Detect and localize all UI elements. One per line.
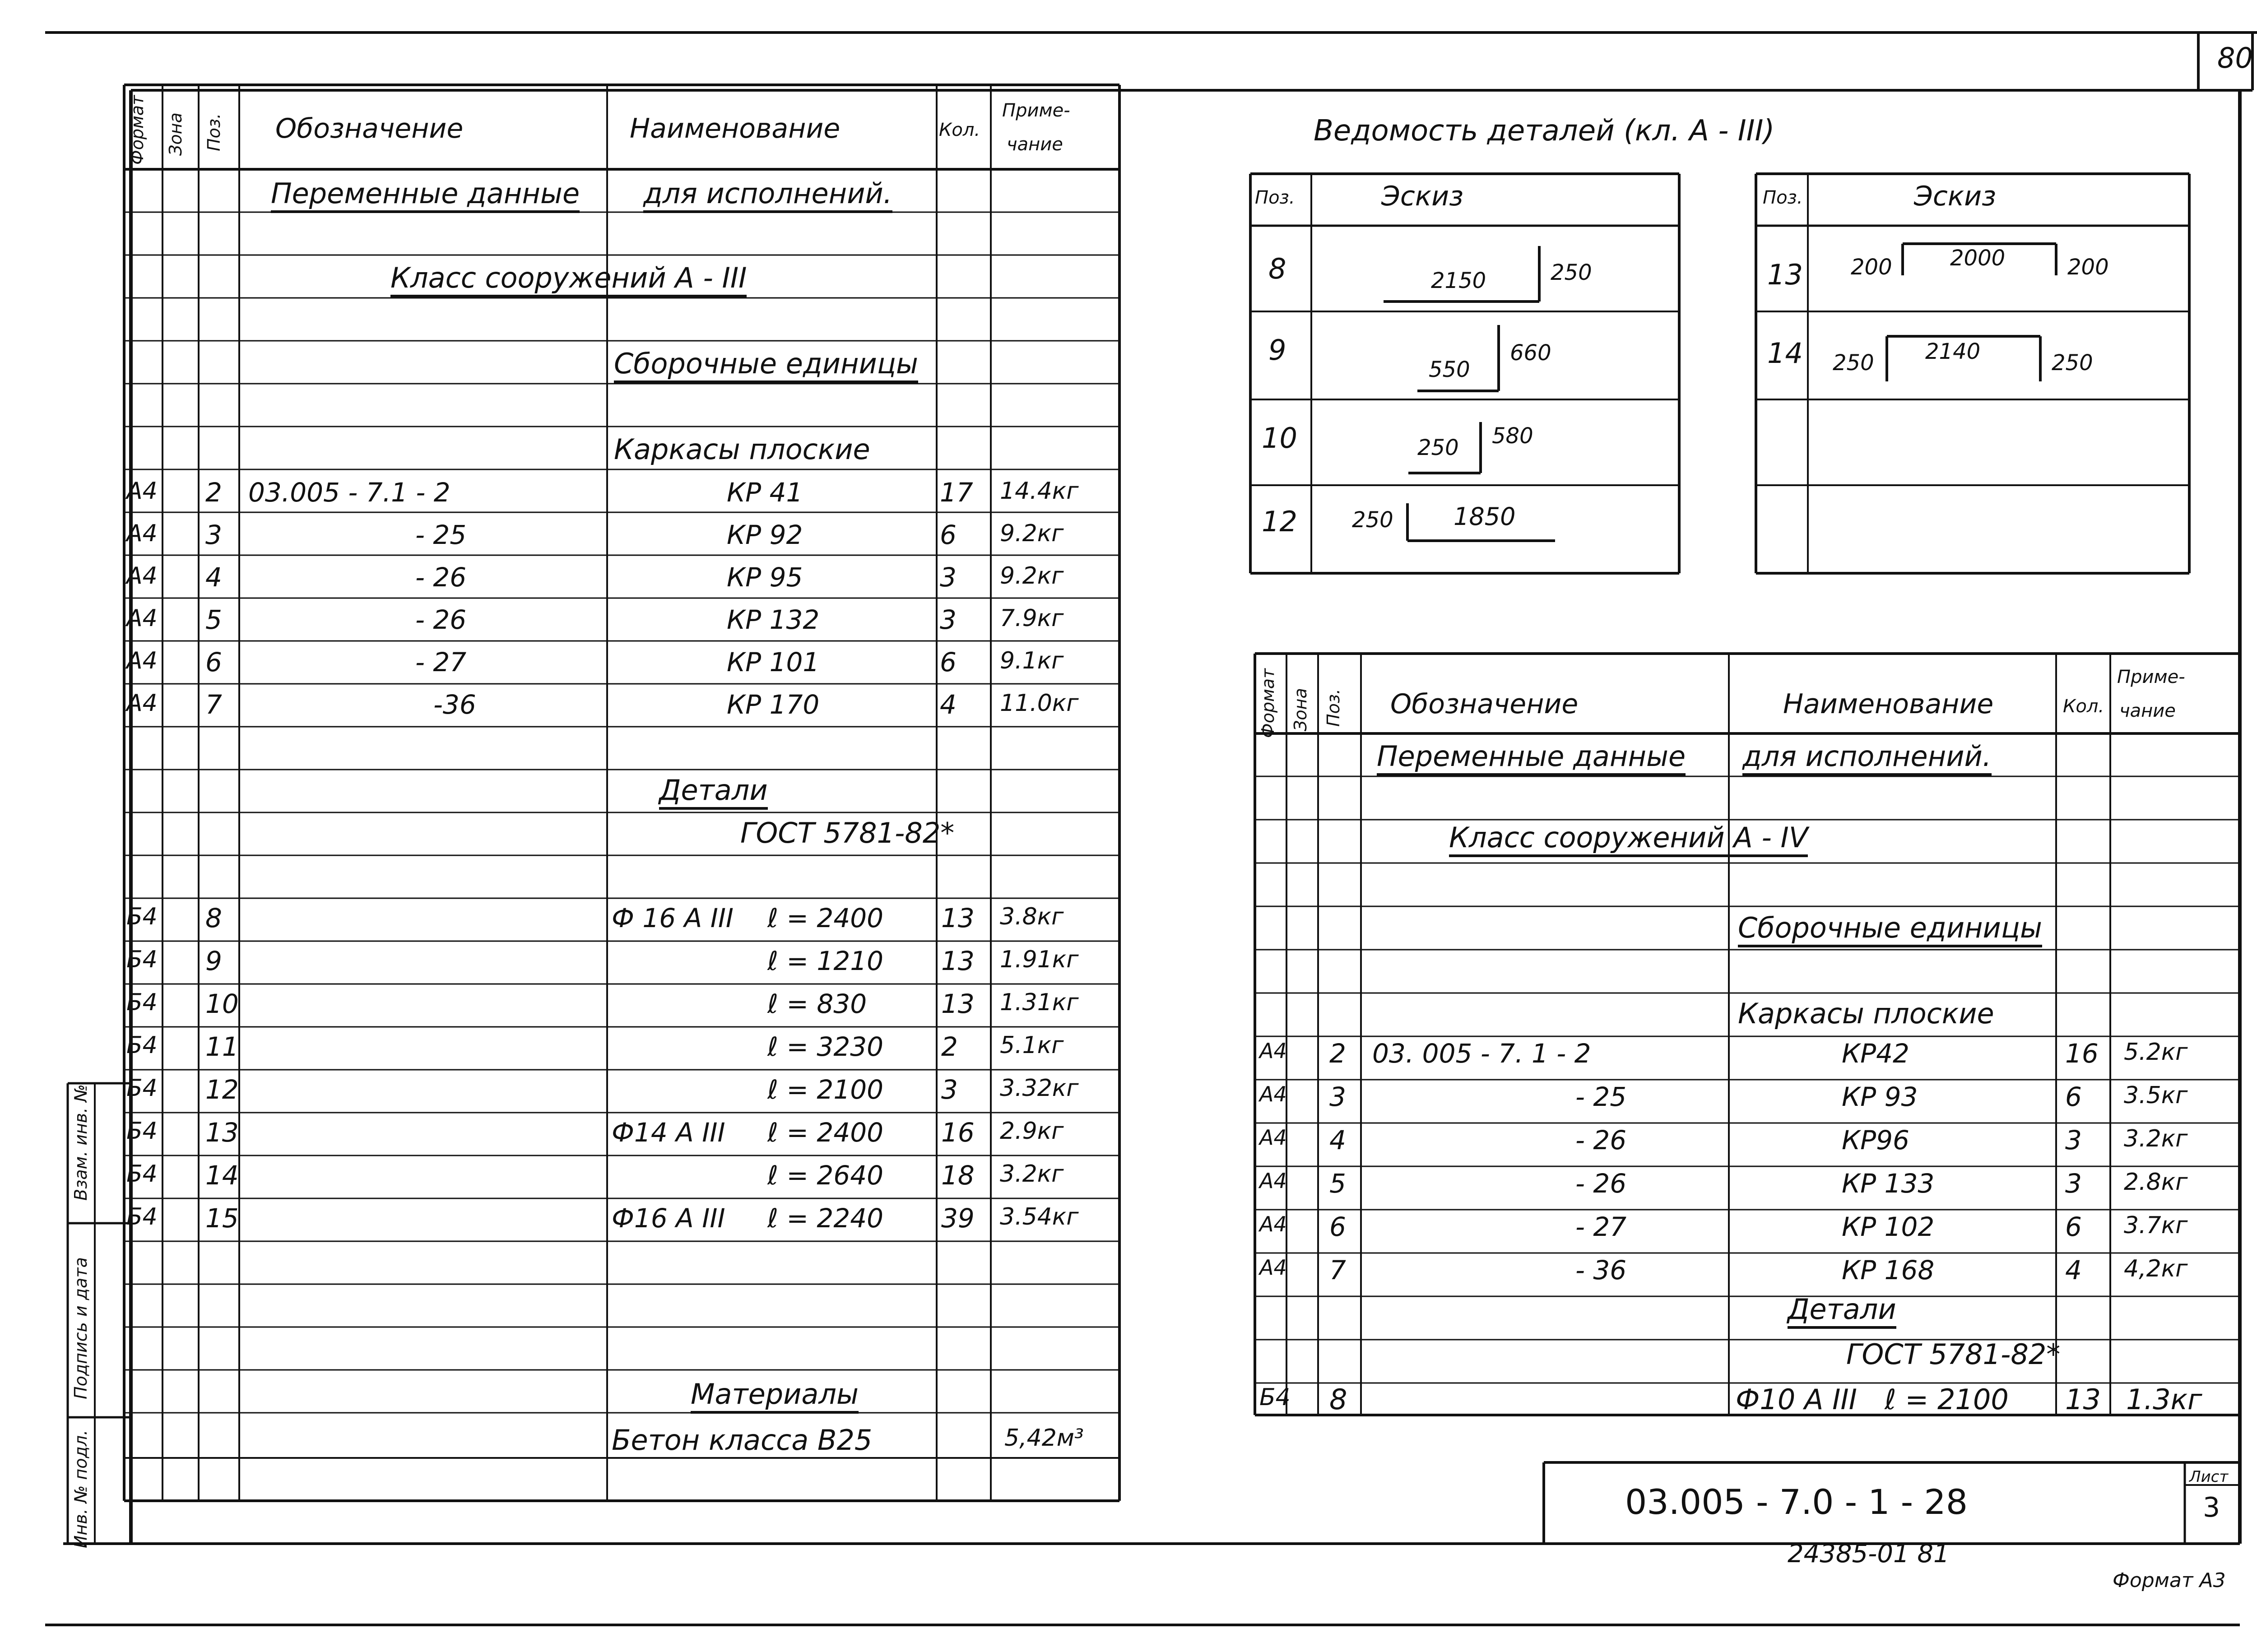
rt-frame-name: КР 93 [1842, 1081, 1918, 1112]
lt-detail-pos: 9 [205, 946, 222, 976]
lt-detail-len: ℓ = 3230 [767, 1031, 884, 1062]
lt-detail-note: 3.54кг [1000, 1203, 1079, 1230]
ved-right-pos-hdr: Поз. [1763, 187, 1803, 208]
lt-detail-qty: 13 [941, 903, 975, 933]
lt-frames: Каркасы плоские [614, 433, 870, 466]
lt-detail-format: Б4 [126, 1032, 158, 1059]
lt-frame-name: КР 41 [727, 477, 803, 508]
side-stamp-inv: Инв. № подл. [71, 1429, 91, 1548]
lt-detail-pos: 15 [205, 1203, 239, 1234]
ved-12-b: 1850 [1454, 502, 1516, 531]
ved-pos-9: 9 [1268, 334, 1286, 367]
rt-frame-name: КР 168 [1842, 1255, 1935, 1285]
lt-detail-len: ℓ = 2100 [767, 1074, 884, 1105]
rt-frame-desig: 03. 005 - 7. 1 - 2 [1372, 1038, 1591, 1069]
rt-hdr-zone: Зона [1291, 688, 1310, 731]
rt-frame-format: А4 [1259, 1039, 1287, 1063]
rt-frame-pos: 4 [1329, 1125, 1346, 1155]
lt-detail-qty: 13 [941, 946, 975, 976]
lt-frame-format: А4 [126, 690, 158, 717]
ved-pos-13: 13 [1767, 258, 1803, 291]
sheet-label: Лист [2189, 1468, 2229, 1486]
side-stamp-replace: Взам. инв. № [71, 1084, 91, 1201]
rt-frame-desig: - 26 [1575, 1125, 1627, 1155]
rt-frame-qty: 4 [2065, 1255, 2082, 1285]
lt-materials: Материалы [691, 1380, 859, 1414]
ved-13-c: 200 [2067, 255, 2109, 280]
ved-13-a: 200 [1851, 255, 1892, 280]
rt-hdr-pos: Поз. [1324, 688, 1343, 727]
rt-hdr-designation: Обозначение [1390, 688, 1579, 720]
lt-detail-bar: Ф16 А III [612, 1203, 725, 1234]
rt-det-pos: 8 [1329, 1383, 1347, 1416]
lt-hdr-note1: Приме- [1002, 100, 1070, 121]
lt-detail-pos: 11 [205, 1031, 239, 1062]
rt-frame-format: А4 [1259, 1212, 1287, 1236]
lt-detail-qty: 39 [941, 1203, 975, 1234]
rt-frame-note: 3.2кг [2124, 1125, 2188, 1152]
lt-hdr-zone: Зона [166, 112, 186, 156]
lt-frame-format: А4 [126, 562, 158, 589]
rt-details: Детали [1788, 1295, 1896, 1329]
rt-frame-name: КР 133 [1842, 1168, 1935, 1199]
rt-frame-desig: - 25 [1575, 1081, 1627, 1112]
lt-frame-desig: -36 [433, 689, 476, 720]
lt-gost: ГОСТ 5781-82* [740, 817, 955, 849]
lt-detail-format: Б4 [126, 1118, 158, 1145]
lt-frame-pos: 6 [205, 647, 222, 678]
lt-frame-note: 9.2кг [1000, 520, 1064, 547]
ved-left-sketch-hdr: Эскиз [1381, 181, 1464, 212]
lt-detail-bar: Ф14 А III [612, 1117, 725, 1148]
lt-frame-qty: 3 [940, 604, 957, 635]
lt-detail-qty: 18 [941, 1160, 975, 1191]
sheet-number: 80 [2217, 42, 2253, 74]
lt-concrete-vol: 5,42м³ [1004, 1425, 1084, 1452]
rt-class-title: Класс сооружений А - IV [1449, 824, 1808, 857]
lt-frame-name: КР 132 [727, 604, 820, 635]
lt-frame-qty: 3 [940, 562, 957, 593]
rt-det-len: ℓ = 2100 [1885, 1383, 2009, 1416]
lt-detail-len: ℓ = 1210 [767, 946, 884, 976]
lt-assembly: Сборочные единицы [614, 350, 918, 383]
lt-detail-format: Б4 [126, 1160, 158, 1188]
ved-10-a: 250 [1417, 435, 1459, 460]
rt-det-note: 1.3кг [2126, 1383, 2202, 1416]
lt-detail-pos: 10 [205, 988, 239, 1019]
rt-frame-qty: 3 [2065, 1168, 2082, 1199]
lt-detail-pos: 13 [205, 1117, 239, 1148]
rt-frame-name: КР42 [1842, 1038, 1909, 1069]
rt-frame-name: КР96 [1842, 1125, 1909, 1155]
lt-hdr-name: Наименование [630, 113, 841, 144]
ved-left-pos-hdr: Поз. [1255, 187, 1295, 208]
lt-detail-qty: 3 [941, 1074, 958, 1105]
lt-frame-note: 7.9кг [1000, 605, 1064, 632]
rt-frame-format: А4 [1259, 1169, 1287, 1193]
rt-hdr-note1: Приме- [2117, 667, 2185, 687]
lt-detail-note: 2.9кг [1000, 1118, 1064, 1145]
lt-detail-qty: 13 [941, 988, 975, 1019]
rt-var-data-2: для исполнений. [1742, 742, 1992, 776]
lt-hdr-qty: Кол. [939, 120, 980, 140]
lt-frame-desig: - 26 [415, 562, 467, 593]
lt-frame-qty: 4 [940, 689, 957, 720]
lt-detail-format: Б4 [126, 903, 158, 930]
rt-det-qty: 13 [2065, 1383, 2101, 1416]
rt-hdr-name: Наименование [1783, 688, 1994, 720]
lt-frame-name: КР 170 [727, 689, 820, 720]
lt-concrete: Бетон класса В25 [612, 1424, 873, 1457]
lt-frame-note: 9.2кг [1000, 562, 1064, 589]
ved-9-a: 550 [1429, 357, 1470, 382]
rt-frame-desig: - 26 [1575, 1168, 1627, 1199]
ved-9-b: 660 [1510, 340, 1551, 366]
rt-frame-format: А4 [1259, 1125, 1287, 1150]
rt-frame-pos: 6 [1329, 1211, 1346, 1242]
rt-frame-pos: 3 [1329, 1081, 1346, 1112]
rt-det-format: Б4 [1259, 1384, 1291, 1411]
lt-frame-note: 9.1кг [1000, 647, 1064, 674]
rt-hdr-format: Формат [1258, 668, 1278, 738]
lt-hdr-pos: Поз. [204, 113, 224, 151]
lt-detail-note: 5.1кг [1000, 1032, 1064, 1059]
lt-frame-format: А4 [126, 478, 158, 505]
lt-frame-format: А4 [126, 605, 158, 632]
lt-detail-len: ℓ = 2400 [767, 903, 884, 933]
lt-frame-pos: 5 [205, 604, 222, 635]
ved-12-a: 250 [1352, 507, 1393, 533]
rt-frame-note: 5.2кг [2124, 1039, 2188, 1066]
rt-det-bar: Ф10 А III [1736, 1383, 1857, 1416]
ved-13-b: 2000 [1950, 246, 2006, 271]
rt-frame-name: КР 102 [1842, 1211, 1935, 1242]
lt-detail-format: Б4 [126, 946, 158, 973]
lt-detail-pos: 14 [205, 1160, 239, 1191]
rt-frame-qty: 6 [2065, 1211, 2082, 1242]
lt-var-data-2: для исполнений. [643, 180, 892, 213]
lt-frame-note: 11.0кг [1000, 690, 1079, 717]
rt-frame-qty: 16 [2065, 1038, 2099, 1069]
lt-detail-len: ℓ = 830 [767, 988, 867, 1019]
rt-var-data: Переменные данные [1377, 742, 1686, 776]
lt-frame-pos: 7 [205, 689, 222, 720]
lt-frame-name: КР 95 [727, 562, 803, 593]
rt-frame-format: А4 [1259, 1082, 1287, 1106]
lt-detail-len: ℓ = 2640 [767, 1160, 884, 1191]
lt-class-title: Класс сооружений А - III [390, 264, 747, 297]
lt-detail-note: 1.31кг [1000, 989, 1079, 1016]
lt-frame-format: А4 [126, 647, 158, 674]
lt-frame-name: КР 92 [727, 520, 803, 550]
rt-frame-format: А4 [1259, 1255, 1287, 1280]
vedomost-title: Ведомость деталей (кл. А - III) [1314, 114, 1775, 148]
lt-detail-len: ℓ = 2240 [767, 1203, 884, 1234]
lt-frame-pos: 2 [205, 477, 222, 508]
rt-hdr-note2: чание [2119, 701, 2176, 721]
lt-detail-qty: 2 [941, 1031, 958, 1062]
ved-14-b: 2140 [1925, 339, 1981, 364]
rt-frame-note: 3.7кг [2124, 1212, 2188, 1239]
rt-assembly: Сборочные единицы [1738, 914, 2042, 947]
rt-frame-note: 3.5кг [2124, 1082, 2188, 1109]
lt-detail-format: Б4 [126, 1203, 158, 1230]
rt-frames: Каркасы плоские [1738, 997, 1994, 1030]
ved-8-b: 250 [1551, 260, 1592, 285]
rt-frame-pos: 7 [1329, 1255, 1346, 1285]
ved-pos-10: 10 [1262, 422, 1297, 455]
lt-detail-len: ℓ = 2400 [767, 1117, 884, 1148]
lt-detail-note: 3.32кг [1000, 1075, 1079, 1102]
lt-detail-note: 3.2кг [1000, 1160, 1064, 1188]
ved-14-a: 250 [1833, 350, 1874, 376]
lt-detail-note: 1.91кг [1000, 946, 1079, 973]
lt-var-data: Переменные данные [271, 180, 580, 213]
doc-code: 03.005 - 7.0 - 1 - 28 [1625, 1482, 1968, 1522]
rt-frame-note: 2.8кг [2124, 1169, 2188, 1196]
side-stamp-sign: Подпись и дата [71, 1257, 91, 1399]
lt-frame-name: КР 101 [727, 647, 820, 678]
lt-frame-desig: 03.005 - 7.1 - 2 [248, 477, 450, 508]
lt-hdr-note2: чание [1007, 134, 1063, 155]
lt-frame-desig: - 25 [415, 520, 467, 550]
ved-pos-14: 14 [1767, 337, 1803, 370]
ved-pos-8: 8 [1268, 252, 1286, 285]
rt-frame-note: 4,2кг [2124, 1255, 2188, 1282]
lt-detail-format: Б4 [126, 989, 158, 1016]
rt-hdr-qty: Кол. [2063, 696, 2104, 717]
lt-detail-qty: 16 [941, 1117, 975, 1148]
rt-gost: ГОСТ 5781-82* [1846, 1338, 2061, 1371]
lt-frame-desig: - 27 [415, 647, 467, 678]
ved-14-c: 250 [2052, 350, 2093, 376]
lt-detail-pos: 12 [205, 1074, 239, 1105]
lt-frame-note: 14.4кг [1000, 478, 1079, 505]
lt-frame-qty: 17 [940, 477, 973, 508]
lt-frame-format: А4 [126, 520, 158, 547]
lt-hdr-format: Формат [127, 95, 147, 165]
rt-frame-desig: - 36 [1575, 1255, 1627, 1285]
ved-10-b: 580 [1492, 423, 1533, 449]
lt-detail-pos: 8 [205, 903, 222, 933]
lt-detail-note: 3.8кг [1000, 903, 1064, 930]
lt-frame-qty: 6 [940, 647, 957, 678]
lt-detail-format: Б4 [126, 1075, 158, 1102]
sheet-value: 3 [2203, 1492, 2220, 1523]
rt-frame-qty: 6 [2065, 1081, 2082, 1112]
ved-pos-12: 12 [1262, 505, 1297, 538]
rt-frame-qty: 3 [2065, 1125, 2082, 1155]
rt-frame-pos: 5 [1329, 1168, 1346, 1199]
lt-frame-pos: 3 [205, 520, 222, 550]
lt-detail-bar: Ф 16 А III [612, 903, 734, 933]
lt-frame-desig: - 26 [415, 604, 467, 635]
lt-frame-qty: 6 [940, 520, 957, 550]
archive-number: 24385-01 81 [1788, 1539, 1950, 1568]
rt-frame-pos: 2 [1329, 1038, 1346, 1069]
lt-frame-pos: 4 [205, 562, 222, 593]
lt-hdr-designation: Обозначение [275, 113, 464, 144]
format-label: Формат А3 [2113, 1569, 2226, 1592]
lt-details: Детали [659, 776, 768, 810]
ved-8-a: 2150 [1431, 268, 1486, 293]
rt-frame-desig: - 27 [1575, 1211, 1627, 1242]
ved-right-sketch-hdr: Эскиз [1914, 181, 1997, 212]
